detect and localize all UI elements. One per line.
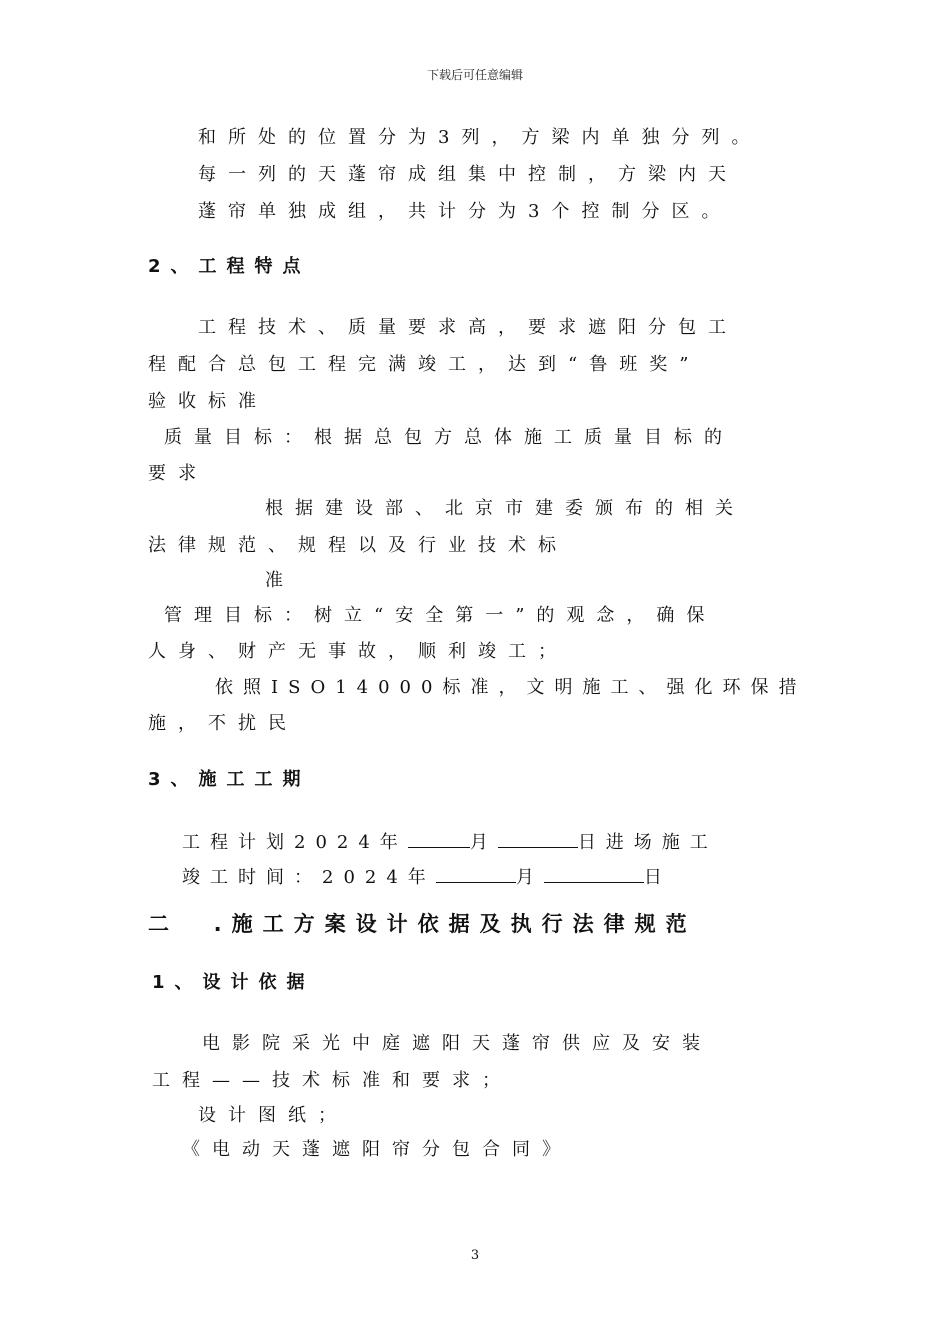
text-line: 《电动天蓬遮阳帘分包合同》 [182, 1139, 572, 1160]
text-line: 质量目标：根据总包方总体施工质量目标的 [164, 427, 734, 448]
section-heading: 1、设计依据 [152, 972, 315, 993]
text-fragment: 日 [643, 867, 672, 888]
text-line: 设计图纸； [198, 1105, 348, 1126]
text-line: 根据建设部、北京市建委颁布的相关 [265, 498, 745, 519]
schedule-line-start [182, 829, 718, 855]
text-line: 验收标准 [148, 391, 268, 412]
text-line: 工程技术、质量要求高，要求遮阳分包工 [198, 317, 738, 338]
text-line: 程配合总包工程完满竣工，达到“鲁班奖” [148, 354, 701, 375]
text-fragment: 月 [469, 832, 498, 853]
text-line: 每一列的天蓬帘成组集中控制，方梁内天 [198, 164, 738, 185]
text-line: 人身、财产无事故，顺利竣工； [148, 641, 568, 662]
blank-field [498, 829, 578, 848]
text-line: 要求 [148, 463, 208, 484]
text-line: 法律规范、规程以及行业技术标 [148, 535, 568, 556]
section-heading: 3、施工工期 [148, 769, 311, 790]
text-fragment: 竣工时间：2024年 [182, 867, 436, 888]
text-line: 管理目标：树立“安全第一”的观念，确保 [164, 605, 717, 626]
text-line: 电影院采光中庭遮阳天蓬帘供应及安装 [202, 1033, 712, 1054]
section-heading: 2、工程特点 [148, 256, 311, 277]
text-line: 准 [265, 570, 295, 591]
schedule-line-end [182, 864, 672, 890]
text-fragment: 工程计划2024年 [182, 832, 408, 853]
text-line: 工程——技术标准和要求； [152, 1070, 512, 1091]
page-header: 下载后可任意编辑 [426, 68, 523, 82]
blank-field [544, 864, 644, 883]
text-line: 依照ISO14000标准，文明施工、强化环保措 [215, 677, 807, 698]
page-number: 3 [470, 1248, 480, 1263]
text-fragment: 日进场施工 [577, 832, 718, 853]
text-line: 施，不扰民 [148, 713, 298, 734]
text-line: 蓬帘单独成组，共计分为3个控制分区。 [198, 201, 732, 222]
text-fragment: 月 [515, 867, 544, 888]
blank-field [408, 829, 470, 848]
text-line: 和所处的位置分为3列，方梁内单独分列。 [198, 127, 762, 148]
chapter-heading: 二 .施工方案设计依据及执行法律规范 [148, 912, 697, 936]
blank-field [436, 864, 516, 883]
